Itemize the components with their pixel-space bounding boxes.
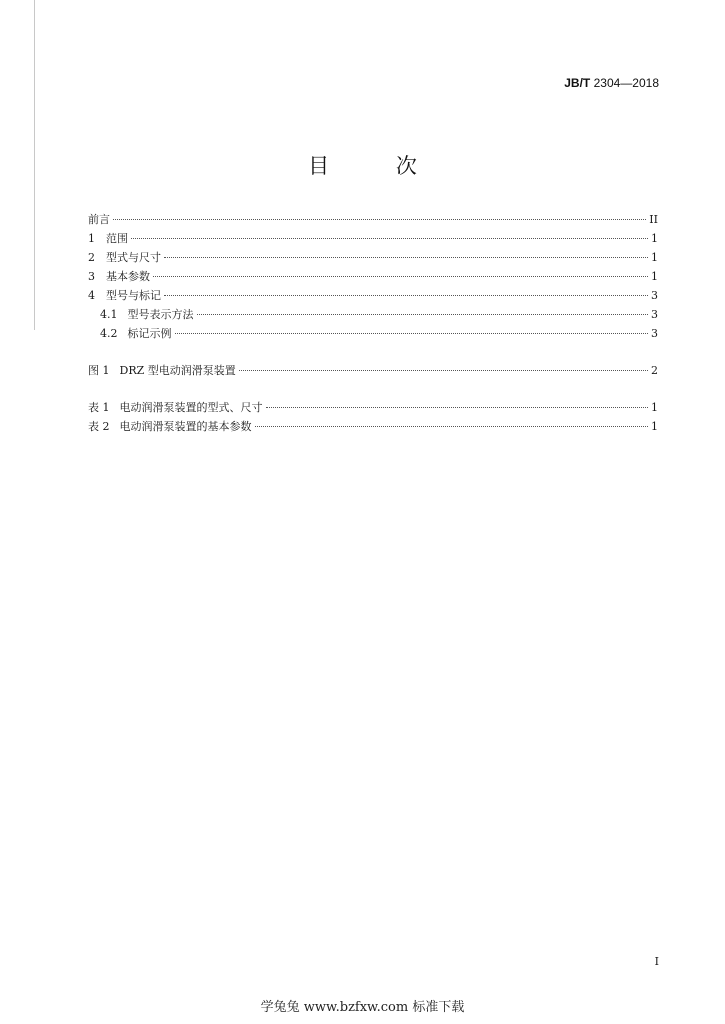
toc-table-1[interactable] [88, 398, 658, 417]
dot-leader [113, 219, 646, 220]
toc-entry-page: 1 [651, 232, 658, 245]
toc-entry-number: 4.2 [100, 327, 118, 340]
toc-entry-foreword[interactable] [88, 210, 658, 229]
toc-entry-text: 型式与尺寸 [106, 251, 161, 264]
document-code-number: 2304—2018 [590, 76, 659, 90]
toc-entry-text: 前言 [88, 213, 110, 226]
toc-entry-page: 3 [651, 308, 658, 321]
dot-leader [197, 314, 649, 315]
toc-entry-scope[interactable] [88, 229, 658, 248]
toc-figure-number: 图 1 [88, 364, 110, 377]
toc-entry-number: 4 [88, 289, 95, 302]
toc-figure-1[interactable] [88, 361, 658, 380]
toc-entry-text: 范围 [106, 232, 128, 245]
toc-entry-number: 3 [88, 270, 95, 283]
toc-entry-text: 型号表示方法 [127, 308, 194, 321]
toc-figure-page: 2 [651, 364, 658, 377]
toc-entry-text: 型号与标记 [106, 289, 161, 302]
toc-entry-number: 2 [88, 251, 95, 264]
toc-entry-types-dimensions[interactable] [88, 248, 658, 267]
dot-leader [131, 238, 648, 239]
toc-entry-basic-parameters[interactable] [88, 267, 658, 286]
toc-entry-marking-example[interactable] [88, 324, 658, 343]
toc-figure-text: DRZ 型电动润滑泵装置 [119, 364, 236, 377]
dot-leader [164, 257, 648, 258]
toc-table-text: 电动润滑泵装置的型式、尺寸 [119, 401, 263, 414]
document-code [564, 76, 659, 90]
document-code-prefix: JB/T [564, 76, 591, 90]
toc-entry-page: 1 [651, 270, 658, 283]
toc-entry-page: 3 [651, 327, 658, 340]
page-number: I [654, 955, 659, 968]
toc-entry-text: 基本参数 [106, 270, 150, 283]
table-of-contents [88, 210, 658, 436]
toc-entry-page: 3 [651, 289, 658, 302]
toc-table-page: 1 [651, 420, 658, 433]
toc-table-text: 电动润滑泵装置的基本参数 [119, 420, 252, 433]
toc-entry-page: II [649, 213, 658, 226]
toc-entry-model-designation[interactable] [88, 305, 658, 324]
dot-leader [153, 276, 648, 277]
toc-table-page: 1 [651, 401, 658, 414]
toc-entry-text: 标记示例 [127, 327, 172, 340]
toc-table-number: 表 2 [88, 420, 110, 433]
toc-table-2[interactable] [88, 417, 658, 436]
spacer [88, 380, 658, 398]
dot-leader [175, 333, 649, 334]
dot-leader [255, 426, 649, 427]
toc-table-number: 表 1 [88, 401, 110, 414]
dot-leader [266, 407, 649, 408]
dot-leader [239, 370, 648, 371]
dot-leader [164, 295, 648, 296]
footer-watermark: 学兔兔 www.bzfxw.com 标准下载 [260, 1000, 465, 1015]
page-title: 目 次 [308, 154, 447, 178]
toc-entry-number: 4.1 [100, 308, 118, 321]
toc-entry-page: 1 [651, 251, 658, 264]
toc-entry-model-marking[interactable] [88, 286, 658, 305]
spacer [88, 343, 658, 361]
toc-entry-number: 1 [88, 232, 95, 245]
